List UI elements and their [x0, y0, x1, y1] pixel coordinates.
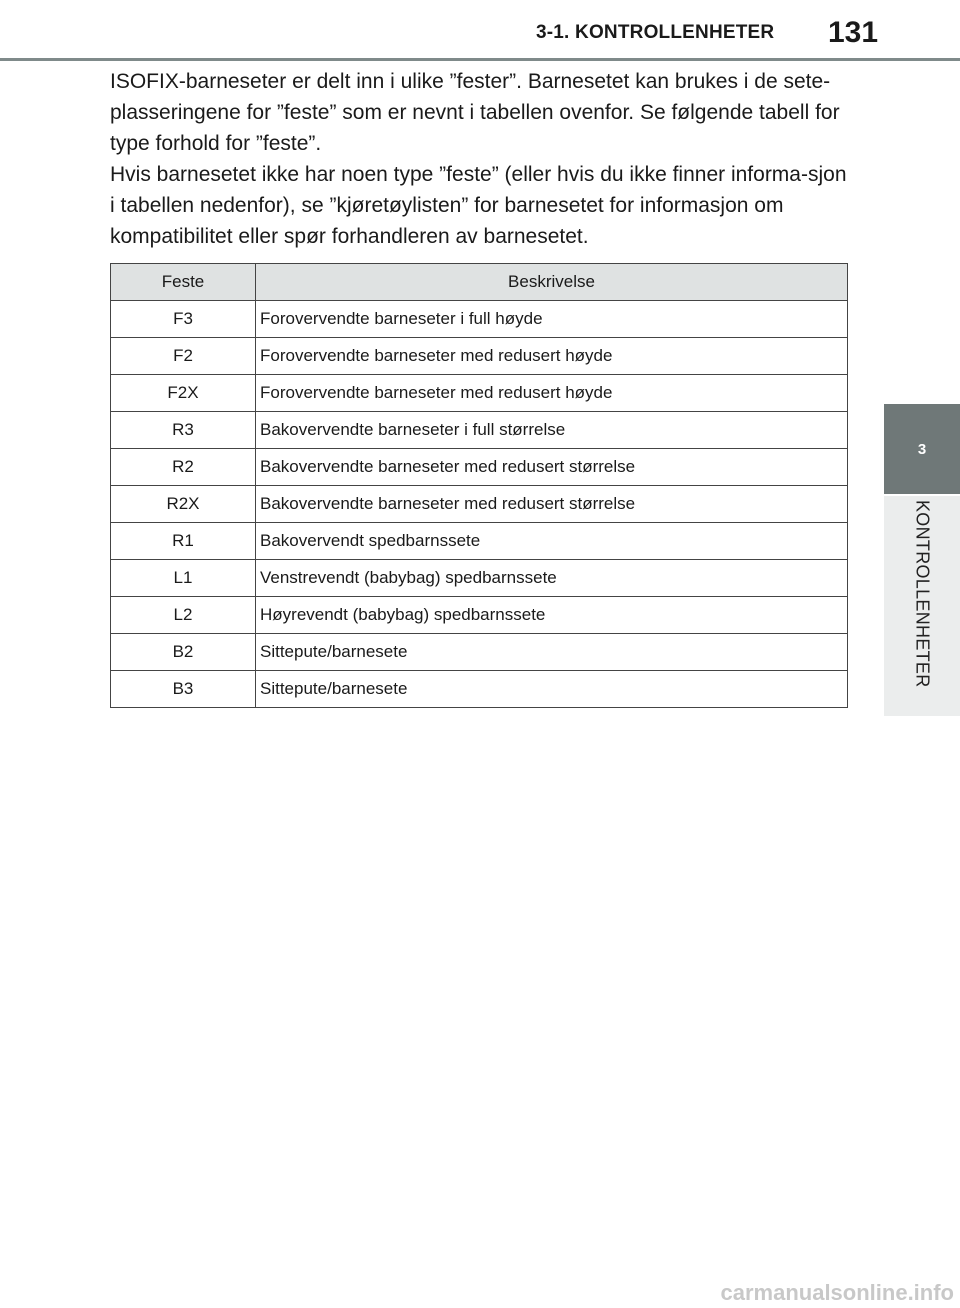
watermark: carmanualsonline.info [720, 1280, 954, 1305]
feste-code: R3 [111, 412, 256, 449]
feste-code: R2 [111, 449, 256, 486]
feste-description: Bakovervendte barneseter i full størrelse [256, 412, 848, 449]
table-row [111, 338, 848, 375]
feste-code: R2X [111, 486, 256, 523]
chapter-label: KONTROLLENHETER [912, 500, 933, 688]
feste-code: L1 [111, 560, 256, 597]
header-divider [0, 58, 960, 61]
feste-description: Bakovervendte barneseter med redusert størrelse [256, 449, 848, 486]
feste-description: Venstrevendt (babybag) spedbarnssete [256, 560, 848, 597]
feste-description: Høyrevendt (babybag) spedbarnssete [256, 597, 848, 634]
section-title: 3-1. KONTROLLENHETER [536, 22, 775, 43]
table-row [111, 634, 848, 671]
feste-code: L2 [111, 597, 256, 634]
feste-description: Forovervendte barneseter med redusert høyde [256, 375, 848, 412]
page-number: 131 [828, 16, 879, 49]
feste-code: F3 [111, 301, 256, 338]
chapter-tab[interactable] [884, 404, 960, 494]
feste-code: F2X [111, 375, 256, 412]
feste-code: B2 [111, 634, 256, 671]
feste-description: Bakovervendte barneseter med redusert størrelse [256, 486, 848, 523]
table-row [111, 560, 848, 597]
feste-description: Sittepute/barnesete [256, 634, 848, 671]
feste-code: B3 [111, 671, 256, 708]
header-beskrivelse: Beskrivelse [256, 264, 848, 301]
feste-table [110, 263, 848, 708]
paragraph-1: ISOFIX-barneseter er delt inn i ulike ”fester”. Barnesetet kan brukes i de sete-plasseringene for ”feste” som er nevnt i tabellen ovenfor. Se følgende tabell for type forhold for ”feste”. [110, 70, 840, 155]
table-row [111, 412, 848, 449]
paragraph-2: Hvis barnesetet ikke har noen type ”feste” (eller hvis du ikke finner informa-sjon i tabellen nedenfor), se ”kjøretøylisten” for barnesetet for informasjon om kompatibilitet eller spør forhandleren av barnesetet. [110, 163, 847, 248]
table-row [111, 671, 848, 708]
chapter-number: 3 [917, 440, 927, 458]
table-row [111, 449, 848, 486]
body-text [110, 66, 850, 252]
feste-description: Bakovervendt spedbarnssete [256, 523, 848, 560]
table-row [111, 301, 848, 338]
header-feste: Feste [111, 264, 256, 301]
table-header-row [111, 264, 848, 301]
feste-description: Sittepute/barnesete [256, 671, 848, 708]
table-row [111, 597, 848, 634]
table-row [111, 375, 848, 412]
feste-description: Forovervendte barneseter i full høyde [256, 301, 848, 338]
feste-description: Forovervendte barneseter med redusert høyde [256, 338, 848, 375]
feste-code: R1 [111, 523, 256, 560]
feste-code: F2 [111, 338, 256, 375]
table-row [111, 523, 848, 560]
table-row [111, 486, 848, 523]
